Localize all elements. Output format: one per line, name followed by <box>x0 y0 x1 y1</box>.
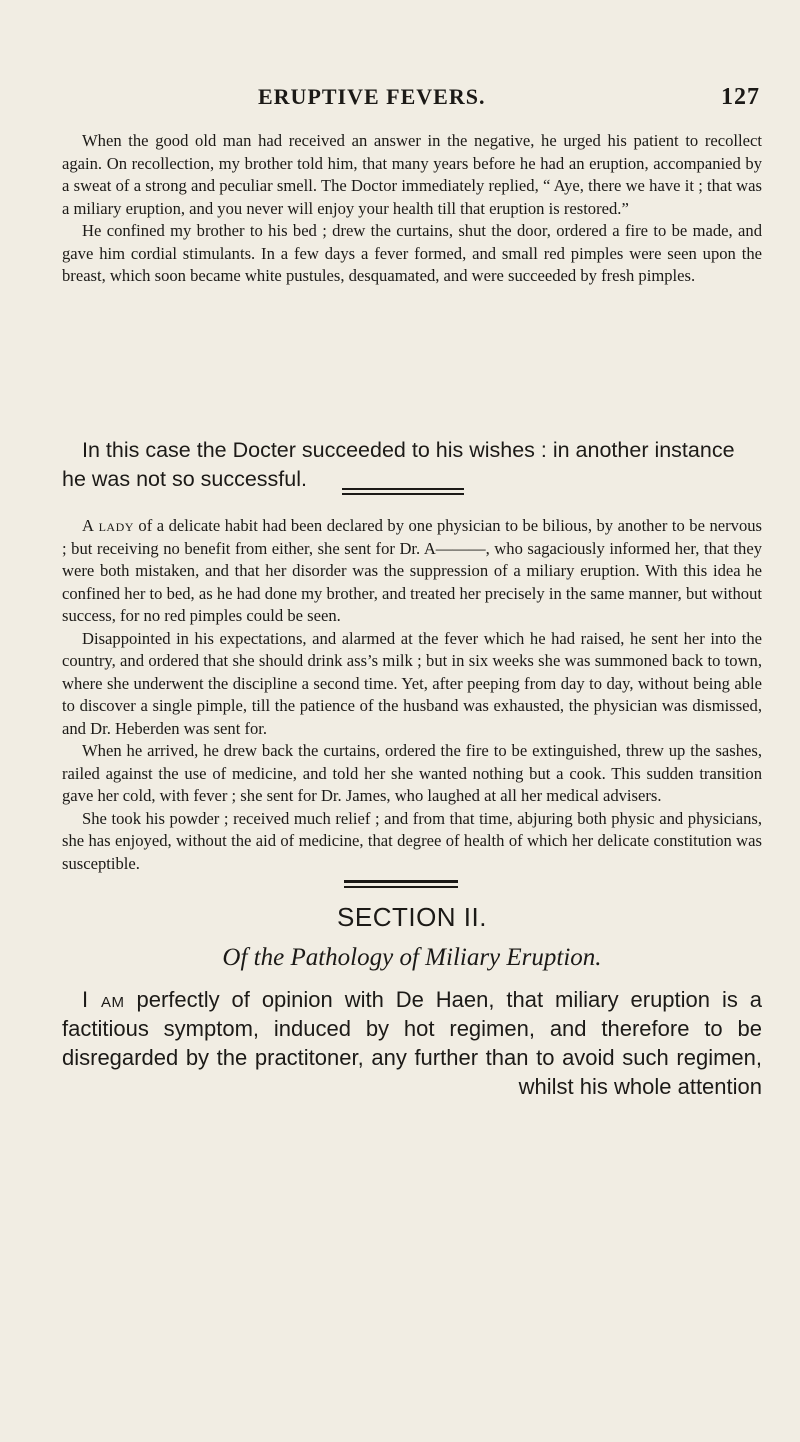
section-divider <box>344 880 458 887</box>
paragraph: When he arrived, he drew back the curtains, ordered the fire to be extinguished, threw up the sashes, railed against the use of medicine, and told her she wanted nothing but a cook. This sudden transition gave her cold, with fever ; she sent for Dr. James, who laughed at all her medical advisers. <box>62 741 762 805</box>
section-two <box>62 515 762 875</box>
lead-in: A lady <box>82 516 134 535</box>
paragraph <box>62 515 762 628</box>
section-divider <box>342 488 464 495</box>
running-title: ERUPTIVE FEVERS. <box>258 84 486 109</box>
paragraph-text: perfectly of opinion with De Haen, that miliary eruption is a factitious symptom, induced by hot regimen, and therefore to be disregarded by the practitoner, any further than to avoid such regimen, whilst his whole attention <box>62 987 762 1099</box>
paragraph: She took his powder ; received much relief ; and from that time, abjuring both physic and physicians, she has enjoyed, without the aid of medicine, that degree of health of which her delicate constitution was susceptible. <box>62 808 762 873</box>
paragraph: He confined my brother to his bed ; drew the curtains, shut the door, ordered a fire to be made, and gave him cordial stimulants. In a few days a fever formed, and small red pimples were seen upon the breast, which soon became white pustules, desquamated, and were succeeded by fresh pimples. <box>62 221 762 285</box>
paragraph <box>62 985 762 1101</box>
section-one <box>62 130 762 288</box>
section-subheading: Of the Pathology of Miliary Eruption. <box>222 944 602 971</box>
section-three <box>62 985 762 1101</box>
section-heading: SECTION II. <box>337 902 487 932</box>
page-number: 127 <box>721 84 760 110</box>
paragraph: When the good old man had received an answer in the negative, he urged his patient to recollect again. On recollection, my brother told him, that many years before he had an eruption, accompanied by a sweat of a strong and peculiar smell. The Doctor immediately replied, “ Aye, there we have it ; that was a miliary eruption, and you never will enjoy your health till that eruption is restored.” <box>62 131 762 218</box>
lead-in: I am <box>82 987 125 1012</box>
closing-paragraph: In this case the Docter succeeded to his wishes : in another instance he was not so successful. <box>62 438 735 491</box>
running-header <box>62 84 762 110</box>
paragraph-text: of a delicate habit had been declared by one physician to be bilious, by another to be nervous ; but receiving no benefit from either, she sent for Dr. A———, who sagaciously informed her, that they were both mistaken, and that her disorder was the suppression of a miliary eruption. With this idea he confined her to bed, as he had done my brother, and treated her precisely in the same manner, but without success, for no red pimples could be seen. <box>62 516 762 625</box>
paragraph: Disappointed in his expectations, and alarmed at the fever which he had raised, he sent her into the country, and ordered that she should drink ass’s milk ; but in six weeks she was summoned back to town, where she underwent the discipline a second time. Yet, after peeping from day to day, without being able to discover a single pimple, till the patience of the husband was exhausted, the physician was dismissed, and Dr. Heberden was sent for. <box>62 628 762 738</box>
